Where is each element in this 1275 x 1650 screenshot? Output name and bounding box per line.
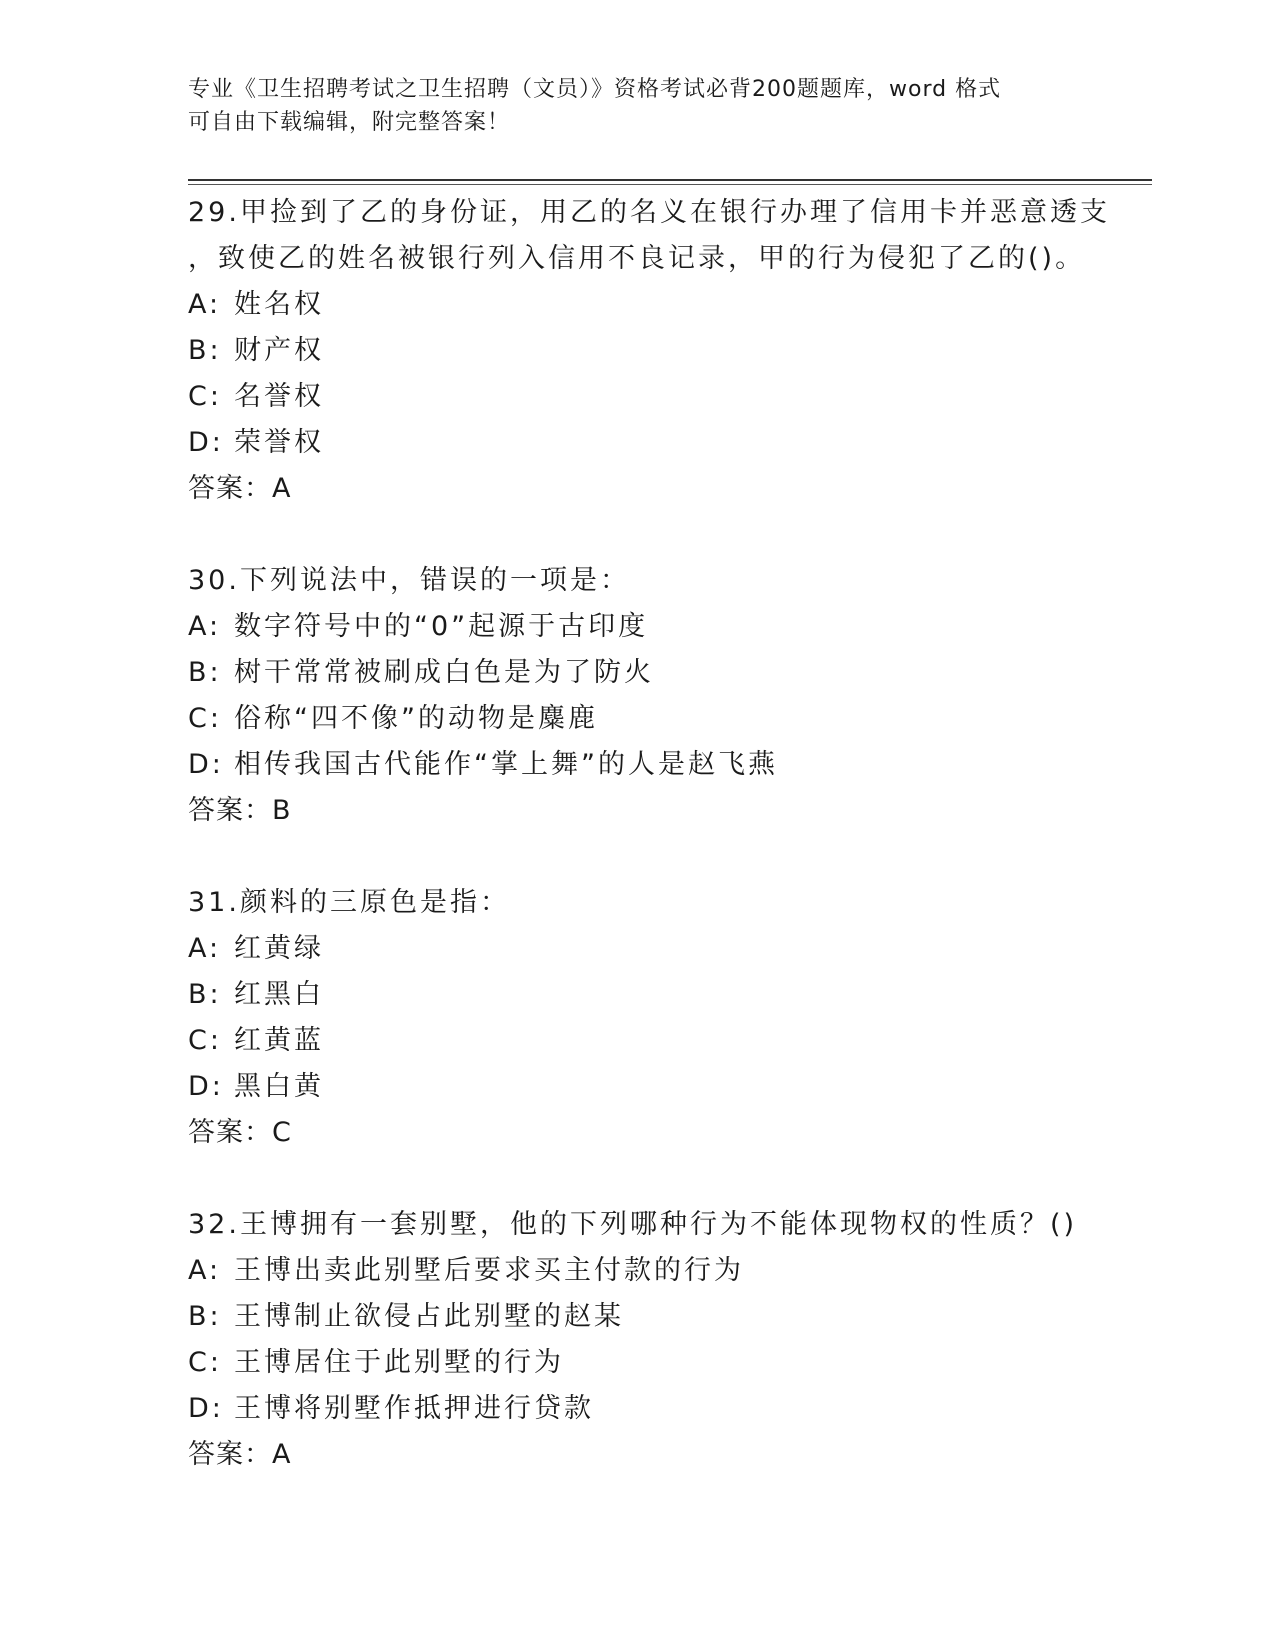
- header-line-1: 专业《卫生招聘考试之卫生招聘（文员）》资格考试必背200题题库，word 格式: [188, 77, 1002, 102]
- option-d: [188, 420, 1152, 466]
- question-29: [188, 190, 1152, 512]
- option-b: [188, 650, 1152, 696]
- option-c: [188, 1018, 1152, 1064]
- header-divider-thick: [188, 179, 1152, 181]
- question-text: 30.下列说法中，错误的一项是：: [188, 565, 630, 596]
- option-d: [188, 1064, 1152, 1110]
- option-a: [188, 1248, 1152, 1294]
- answer-line: 答案：C: [188, 1117, 292, 1148]
- option-letter: D:: [188, 749, 224, 780]
- option-letter: A:: [188, 289, 222, 320]
- option-text: 红黄蓝: [234, 1025, 324, 1056]
- document-header: [188, 73, 1068, 139]
- option-letter: B:: [188, 657, 222, 688]
- option-a: [188, 604, 1152, 650]
- question-text: 32.王博拥有一套别墅，他的下列哪种行为不能体现物权的性质？(): [188, 1209, 1078, 1240]
- option-letter: C:: [188, 381, 222, 412]
- option-text: 姓名权: [234, 289, 324, 320]
- option-letter: B:: [188, 335, 222, 366]
- option-text: 数字符号中的“0”起源于古印度: [234, 611, 649, 642]
- option-letter: C:: [188, 1347, 222, 1378]
- option-text: 名誉权: [234, 381, 324, 412]
- answer-line: 答案：A: [188, 1439, 292, 1470]
- option-a: [188, 926, 1152, 972]
- option-letter: D:: [188, 1393, 224, 1424]
- option-text: 相传我国古代能作“掌上舞”的人是赵飞燕: [234, 749, 778, 780]
- option-letter: A:: [188, 1255, 222, 1286]
- option-b: [188, 972, 1152, 1018]
- option-letter: D:: [188, 427, 224, 458]
- question-list: [188, 190, 1152, 1478]
- option-a: [188, 282, 1152, 328]
- option-text: 俗称“四不像”的动物是麋鹿: [234, 703, 598, 734]
- option-text: 荣誉权: [234, 427, 324, 458]
- answer-line: 答案：A: [188, 473, 292, 504]
- answer-line: 答案：B: [188, 795, 292, 826]
- option-letter: B:: [188, 979, 222, 1010]
- option-text: 王博居住于此别墅的行为: [234, 1347, 564, 1378]
- option-letter: B:: [188, 1301, 222, 1332]
- question-text-continued: ，致使乙的姓名被银行列入信用不良记录，甲的行为侵犯了乙的()。: [188, 243, 1086, 274]
- option-letter: D:: [188, 1071, 224, 1102]
- question-31: [188, 880, 1152, 1156]
- option-text: 王博制止欲侵占此别墅的赵某: [234, 1301, 624, 1332]
- option-text: 财产权: [234, 335, 324, 366]
- option-c: [188, 1340, 1152, 1386]
- header-line-2: 可自由下载编辑，附完整答案！: [188, 110, 511, 135]
- option-letter: C:: [188, 703, 222, 734]
- option-text: 黑白黄: [234, 1071, 324, 1102]
- question-text: 31.颜料的三原色是指：: [188, 887, 510, 918]
- question-32: [188, 1202, 1152, 1478]
- option-letter: C:: [188, 1025, 222, 1056]
- option-d: [188, 742, 1152, 788]
- option-d: [188, 1386, 1152, 1432]
- option-c: [188, 696, 1152, 742]
- option-text: 王博出卖此别墅后要求买主付款的行为: [234, 1255, 744, 1286]
- option-text: 红黑白: [234, 979, 324, 1010]
- question-text: 29.甲捡到了乙的身份证，用乙的名义在银行办理了信用卡并恶意透支: [188, 197, 1110, 228]
- question-spacer: [188, 834, 1152, 880]
- option-text: 树干常常被刷成白色是为了防火: [234, 657, 654, 688]
- question-30: [188, 558, 1152, 834]
- option-text: 红黄绿: [234, 933, 324, 964]
- question-spacer: [188, 512, 1152, 558]
- option-text: 王博将别墅作抵押进行贷款: [234, 1393, 594, 1424]
- header-divider-thin: [188, 184, 1152, 185]
- option-c: [188, 374, 1152, 420]
- option-b: [188, 1294, 1152, 1340]
- option-b: [188, 328, 1152, 374]
- question-spacer: [188, 1156, 1152, 1202]
- option-letter: A:: [188, 611, 222, 642]
- option-letter: A:: [188, 933, 222, 964]
